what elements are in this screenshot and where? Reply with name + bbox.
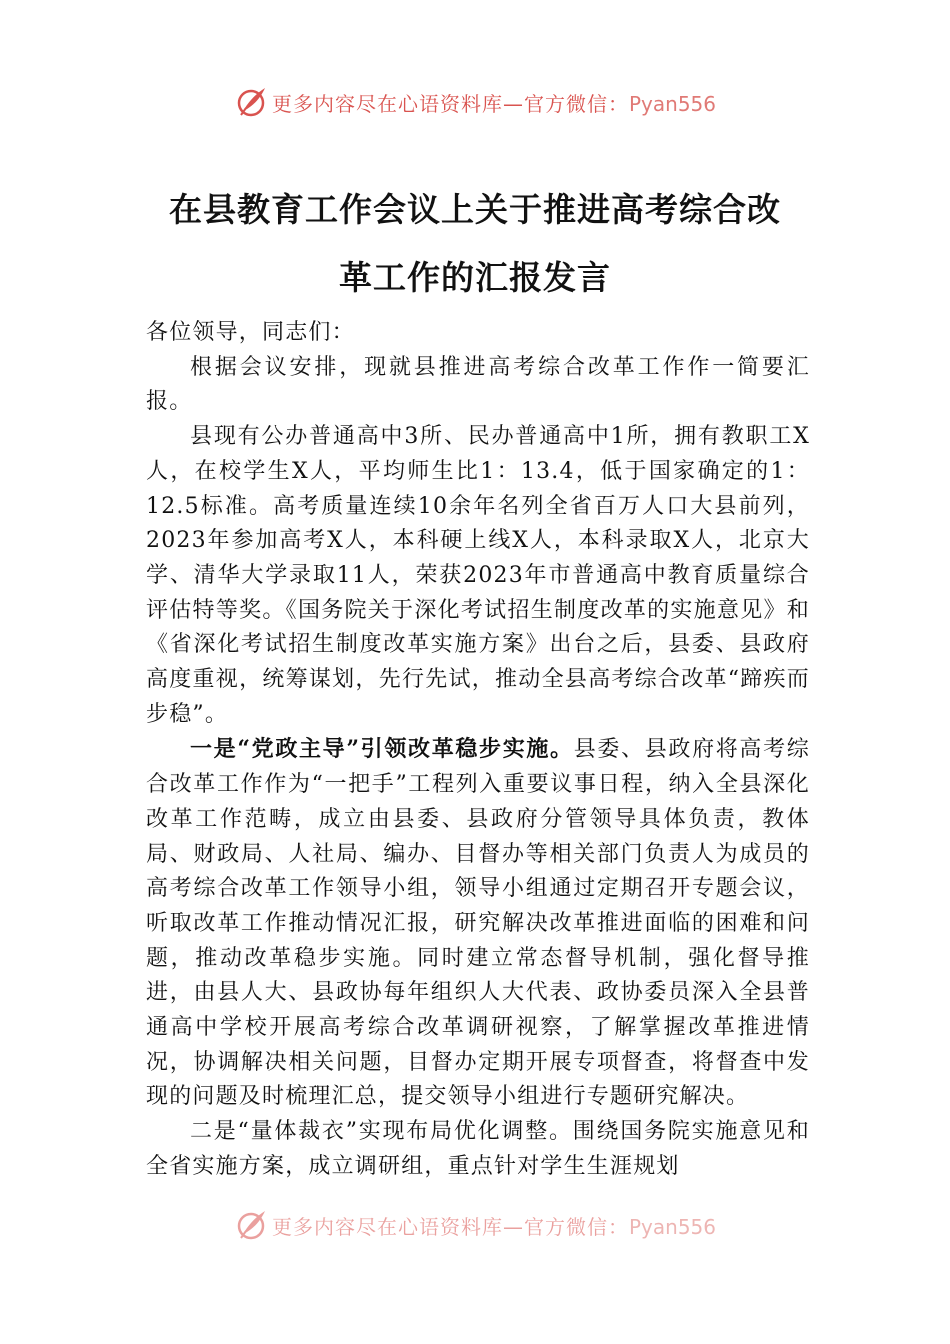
salutation: 各位领导，同志们： <box>146 320 355 345</box>
document-title-line1: 在县教育工作会议上关于推进高考综合改 <box>169 190 781 229</box>
point-one-heading: 一是“党政主导”引领改革稳步实施。 <box>190 736 574 763</box>
watermark-wechat-id: Pyan556 <box>628 1214 716 1239</box>
paragraph-intro: 根据会议安排，现就县推进高考综合改革工作作一简要汇报。 <box>146 354 810 415</box>
watermark-header <box>0 82 950 122</box>
watermark-text: 更多内容尽在心语资料库—官方微信：Pyan556 <box>271 1214 716 1239</box>
paragraph-overview: 县现有公办普通高中3所、民办普通高中1所，拥有教职工X人，在校学生X人，平均师生比1：13.4，低于国家确定的1：12.5标准。高考质量连续10余年名列全省百万人口大县前列，2023年参加高考X人，本科硬上线X人，本科录取X人，北京大学、清华大学录取11人，荣获2023年市普通高中教育质量综合评估特等奖。《国务院关于深化考试招生制度改革的实施意见》和《省深化考试招生制度改革实施方案》出台之后，县委、县政府高度重视，统筹谋划，先行先试，推动全县高考综合改革“蹄疾而步稳”。 <box>146 424 810 727</box>
watermark-text: 更多内容尽在心语资料库—官方微信：Pyan556 <box>271 91 716 116</box>
document-body <box>146 316 810 1185</box>
quill-logo-icon <box>234 1208 268 1242</box>
point-one-body: 县委、县政府将高考综合改革工作作为“一把手”工程列入重要议事日程，纳入全县深化改革工作范畴，成立由县委、县政府分管领导具体负责，教体局、财政局、人社局、编办、目督办等相关部门负责人为成员的高考综合改革工作领导小组，领导小组通过定期召开专题会议，听取改革工作推动情况汇报，研究解决改革推进面临的困难和问题，推动改革稳步实施。同时建立常态督导机制，强化督导推进，由县人大、县政协每年组织人大代表、政协委员深入全县普通高中学校开展高考综合改革调研视察，了解掌握改革推进情况，协调解决相关问题，目督办定期开展专项督查，将督查中发现的问题及时梳理汇总，提交领导小组进行专题研究解决。 <box>146 737 810 1110</box>
paragraph-point-two: 二是“量体裁衣”实现布局优化调整。围绕国务院实施意见和全省实施方案，成立调研组，重点针对学生生涯规划 <box>146 1119 810 1179</box>
watermark-footer <box>0 1205 950 1245</box>
paragraph-point-one <box>146 732 810 1115</box>
watermark-wechat-id: Pyan556 <box>628 91 716 116</box>
quill-logo-icon <box>234 85 268 119</box>
document-title-line2: 革工作的汇报发言 <box>339 258 611 297</box>
